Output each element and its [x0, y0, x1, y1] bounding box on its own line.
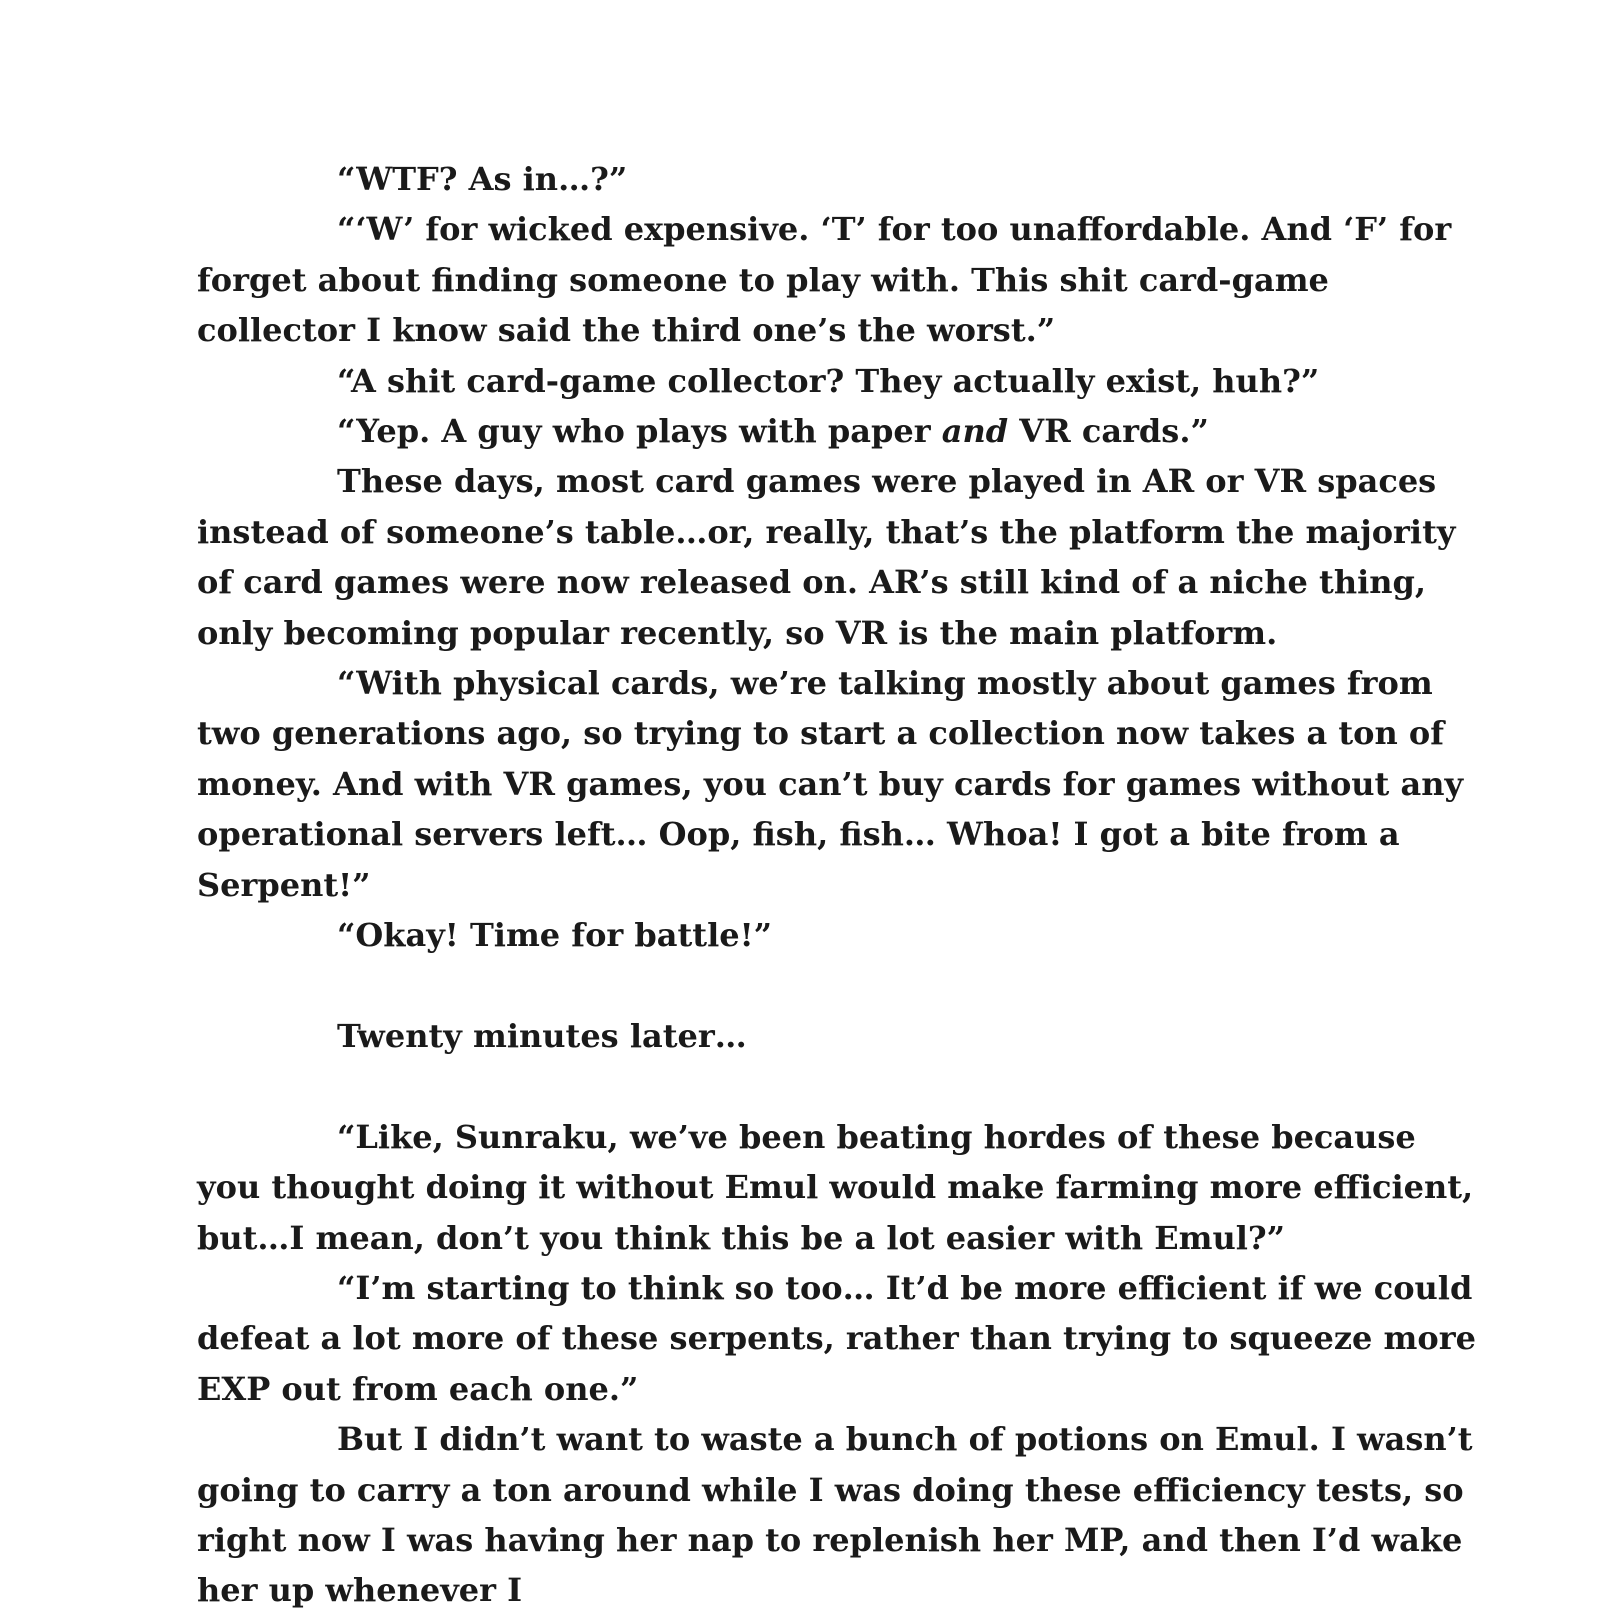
paragraph-collector-question: “A shit card-game collector? They actually exist, huh?” — [337, 361, 1320, 400]
scene-break-top — [197, 961, 1490, 1011]
story-text — [197, 154, 1490, 1616]
paragraph-wtf-explanation: “‘W’ for wicked expensive. ‘T’ for too unaffordable. And ‘F’ for forget about finding someone to play with. This shit card-game collector I know said the third one’s the worst.” — [197, 210, 1452, 350]
paragraph-potions-on-emul: But I didn’t want to waste a bunch of potions on Emul. I wasn’t going to carry a ton around while I was doing these efficiency tests, so right now I was having her nap to replenish her MP, and then I’d wake her up whenever I — [197, 1420, 1473, 1610]
scene-break-bottom — [197, 1061, 1490, 1111]
paragraph-physical-cards: “With physical cards, we’re talking mostly about games from two generations ago, so trying to start a collection now takes a ton of money. And with VR games, you can’t buy cards for games without any operational servers left… Oop, fish, fish… Whoa! I got a bite from a Serpent!” — [197, 664, 1464, 904]
paragraph-paper-and-vr-before: “Yep. A guy who plays with paper — [337, 412, 942, 451]
paragraph-ar-vr-narration: These days, most card games were played in AR or VR spaces instead of someone’s table…or, really, that’s the platform the majority of card games were now released on. AR’s still kind of a niche thing, only becoming popular recently, so VR is the main platform. — [197, 462, 1456, 652]
paragraph-wtf: “WTF? As in…?” — [337, 160, 628, 198]
paragraph-time-for-battle: “Okay! Time for battle!” — [337, 916, 773, 955]
paragraph-paper-and-vr — [197, 406, 1490, 456]
paragraph-twenty-minutes-later: Twenty minutes later… — [337, 1016, 747, 1055]
paragraph-more-efficient: “I’m starting to think so too… It’d be more efficient if we could defeat a lot more of these serpents, rather than trying to squeeze more EXP out from each one.” — [197, 1268, 1476, 1408]
paragraph-sunraku-hordes: “Like, Sunraku, we’ve been beating hordes of these because you thought doing it without Emul would make farming more efficient, but…I mean, don’t you think this be a lot easier with Emul?” — [197, 1117, 1474, 1257]
paragraph-paper-and-vr-emphasis: and — [941, 412, 1009, 451]
paragraph-paper-and-vr-after: VR cards.” — [1008, 412, 1209, 451]
